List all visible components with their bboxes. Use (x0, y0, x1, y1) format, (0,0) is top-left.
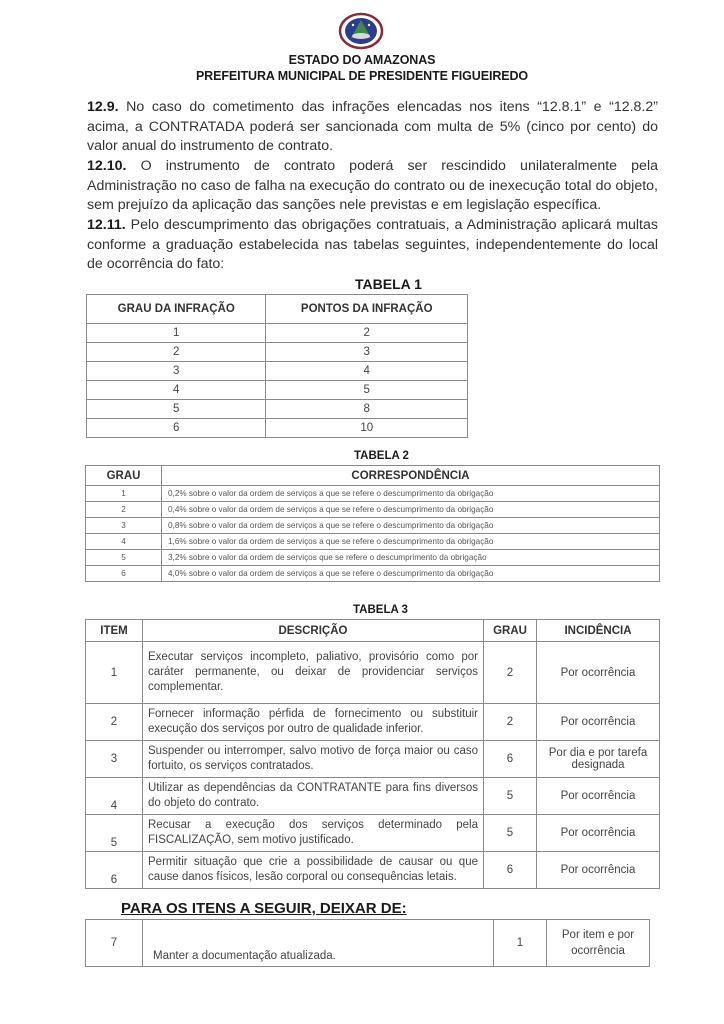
correspondence-cell: 1,6% sobre o valor da ordem de serviços a que se refere o descumprimento da obrigação (162, 534, 660, 550)
item-cell: 7 (86, 920, 143, 967)
item-cell: 4 (86, 778, 143, 815)
grade-cell: 1 (87, 324, 266, 343)
clause-number: 12.11. (87, 217, 126, 233)
column-header: GRAU (484, 620, 537, 642)
table-row (86, 486, 660, 502)
grade-cell: 4 (87, 381, 266, 400)
table-row (87, 381, 468, 400)
table-row (86, 920, 650, 967)
item-cell: 3 (86, 741, 143, 778)
grade-cell: 2 (86, 502, 162, 518)
points-cell: 8 (266, 400, 468, 419)
grade-cell: 6 (86, 566, 162, 582)
incidence-cell: Por ocorrência (537, 778, 660, 815)
table-row (86, 502, 660, 518)
incidence-cell: Por ocorrência (537, 704, 660, 741)
clause-text: O instrumento de contrato poderá ser rescindido unilateralmente pela Administração no caso de falha na execução do contrato ou de inexecução total do objeto, sem prejuízo da aplicação das sanções nele previstas e em legislação específica. (87, 158, 658, 214)
table-row (86, 741, 660, 778)
grade-cell: 6 (484, 741, 537, 778)
grade-cell: 6 (87, 419, 266, 438)
clause-text: No caso do cometimento das infrações elencadas nos itens “12.8.1” e “12.8.2” acima, a CONTRATADA poderá ser sancionada com multa de 5% (cinco por cento) do valor anual do instrumento de contrato. (87, 99, 658, 155)
correspondence-cell: 0,8% sobre o valor da ordem de serviços a que se refere o descumprimento da obrigação (162, 518, 660, 534)
points-cell: 3 (266, 343, 468, 362)
table2-title: TABELA 2 (354, 450, 409, 462)
table3-title: TABELA 3 (353, 604, 408, 616)
column-header: GRAU (86, 466, 162, 486)
table-row (87, 324, 468, 343)
item-cell: 1 (86, 642, 143, 704)
correspondence-cell: 3,2% sobre o valor da ordem de serviços que se refere o descumprimento da obrigação (162, 550, 660, 566)
table1 (86, 294, 468, 438)
table-header-row (86, 466, 660, 486)
table-row (86, 518, 660, 534)
description-cell: Suspender ou interromper, salvo motivo de força maior ou caso fortuito, os serviços contratados. (143, 741, 484, 778)
section-heading: PARA OS ITENS A SEGUIR, DEIXAR DE: (121, 900, 407, 917)
description-cell: Fornecer informação pérfida de fornecimento ou substituir execução dos serviços por outro de qualidade inferior. (143, 704, 484, 741)
grade-cell: 2 (87, 343, 266, 362)
points-cell: 2 (266, 324, 468, 343)
grade-cell: 2 (484, 642, 537, 704)
grade-cell: 5 (484, 778, 537, 815)
grade-cell: 5 (87, 400, 266, 419)
table-row (87, 419, 468, 438)
grade-cell: 1 (86, 486, 162, 502)
grade-cell: 4 (86, 534, 162, 550)
table3 (85, 619, 660, 889)
table-row (86, 815, 660, 852)
description-cell: Recusar a execução dos serviços determinado pela FISCALIZAÇÃO, sem motivo justificado. (143, 815, 484, 852)
table-row (87, 343, 468, 362)
clause-12-11 (87, 216, 658, 275)
table-row (87, 362, 468, 381)
item-cell: 5 (86, 815, 143, 852)
grade-cell: 1 (494, 920, 547, 967)
column-header: GRAU DA INFRAÇÃO (87, 295, 266, 324)
description-cell: Utilizar as dependências da CONTRATANTE para fins diversos do objeto do contrato. (143, 778, 484, 815)
column-header: PONTOS DA INFRAÇÃO (266, 295, 468, 324)
grade-cell: 6 (484, 852, 537, 889)
grade-cell: 5 (86, 550, 162, 566)
item-cell: 6 (86, 852, 143, 889)
table-row (86, 566, 660, 582)
table1-title: TABELA 1 (355, 276, 422, 292)
clause-number: 12.9. (87, 99, 119, 115)
clause-12-10 (87, 157, 658, 216)
column-header: DESCRIÇÃO (143, 620, 484, 642)
description-cell: Manter a documentação atualizada. (143, 920, 494, 967)
table-row (87, 400, 468, 419)
clause-text: Pelo descumprimento das obrigações contratuais, a Administração aplicará multas conforme a graduação estabelecida nas tabelas seguintes, independentemente do local de ocorrência do fato: (87, 217, 658, 273)
table-row (86, 704, 660, 741)
description-cell: Executar serviços incompleto, paliativo, provisório como por caráter permanente, ou deixar de providenciar serviços complementar. (143, 642, 484, 704)
correspondence-cell: 0,4% sobre o valor da ordem de serviços a que se refere o descumprimento da obrigação (162, 502, 660, 518)
table-row (86, 550, 660, 566)
table-header-row (86, 620, 660, 642)
column-header: CORRESPONDÊNCIA (162, 466, 660, 486)
points-cell: 4 (266, 362, 468, 381)
table-row (86, 534, 660, 550)
state-name: ESTADO DO AMAZONAS (288, 53, 436, 67)
column-header: ITEM (86, 620, 143, 642)
incidence-cell: Por item e por ocorrência (547, 920, 650, 967)
grade-cell: 3 (86, 518, 162, 534)
table-row (86, 778, 660, 815)
correspondence-cell: 0,2% sobre o valor da ordem de serviços a que se refere o descumprimento da obrigação (162, 486, 660, 502)
municipality-name: PREFEITURA MUNICIPAL DE PRESIDENTE FIGUEIREDO (195, 69, 529, 83)
points-cell: 5 (266, 381, 468, 400)
municipal-coat-of-arms-icon (338, 12, 384, 50)
column-header: INCIDÊNCIA (537, 620, 660, 642)
table2 (85, 465, 660, 582)
table-header-row (87, 295, 468, 324)
additional-items-table (85, 919, 650, 967)
incidence-cell: Por ocorrência (537, 815, 660, 852)
incidence-cell: Por ocorrência (537, 852, 660, 889)
table-row (86, 642, 660, 704)
clause-12-9 (87, 98, 658, 157)
incidence-cell: Por dia e por tarefa designada (537, 741, 660, 778)
incidence-cell: Por ocorrência (537, 642, 660, 704)
correspondence-cell: 4,0% sobre o valor da ordem de serviços a que se refere o descumprimento da obrigação (162, 566, 660, 582)
description-cell: Permitir situação que crie a possibilidade de causar ou que cause danos físicos, lesão corporal ou consequências letais. (143, 852, 484, 889)
item-cell: 2 (86, 704, 143, 741)
grade-cell: 5 (484, 815, 537, 852)
points-cell: 10 (266, 419, 468, 438)
grade-cell: 2 (484, 704, 537, 741)
clause-number: 12.10. (87, 158, 127, 174)
grade-cell: 3 (87, 362, 266, 381)
table-row (86, 852, 660, 889)
